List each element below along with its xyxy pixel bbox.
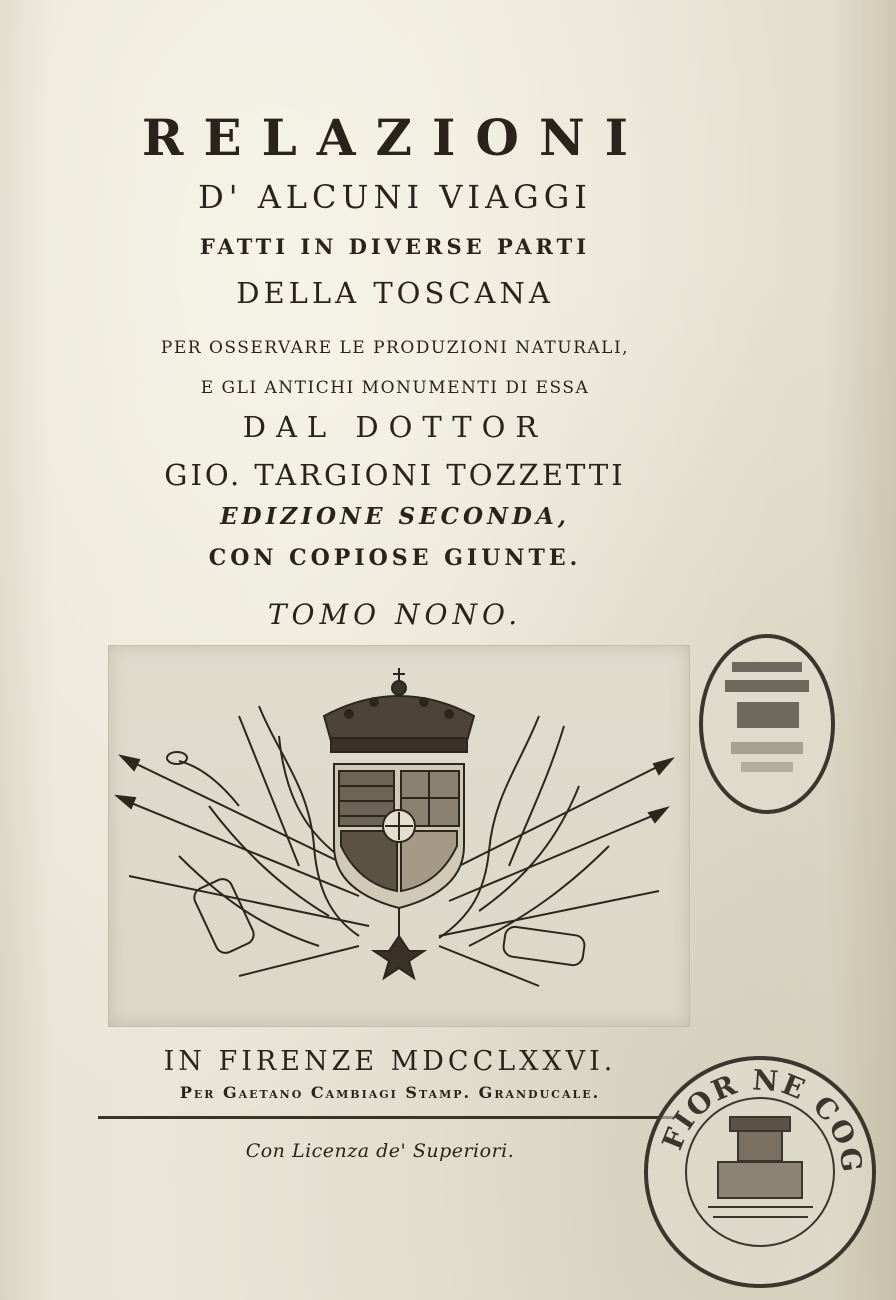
title-line-2: D' ALCUNI VIAGGI	[198, 178, 592, 216]
subtitle-line-2: E GLI ANTICHI MONUMENTI DI ESSA	[200, 378, 590, 398]
author-name: GIO. TARGIONI TOZZETTI	[164, 458, 626, 492]
author-prefix: DAL DOTTOR	[242, 410, 548, 444]
additions: CON COPIOSE GIUNTE.	[208, 545, 582, 571]
oval-library-stamp-icon	[697, 632, 837, 816]
imprint-license: Con Licenza de' Superiori.	[245, 1140, 515, 1162]
title-line-3: FATTI IN DIVERSE PARTI	[199, 234, 591, 259]
subtitle-line-1: PER OSSERVARE LE PRODUZIONI NATURALI,	[160, 338, 630, 358]
volume: TOMO NONO.	[267, 598, 523, 631]
round-library-stamp-icon	[638, 1052, 882, 1292]
coat-of-arms-engraving-icon	[108, 645, 690, 1027]
edition: EDIZIONE SECONDA,	[220, 503, 570, 530]
imprint-rule	[98, 1116, 673, 1119]
round-stamp-text: FIOR NE COG	[655, 1063, 869, 1176]
title-main: RELAZIONI	[141, 108, 649, 167]
imprint-place-year: IN FIRENZE MDCCLXXVI.	[163, 1046, 617, 1077]
imprint-printer: Per Gaetano Cambiagi Stamp. Granducale.	[179, 1083, 601, 1102]
title-line-4: DELLA TOSCANA	[236, 276, 554, 310]
